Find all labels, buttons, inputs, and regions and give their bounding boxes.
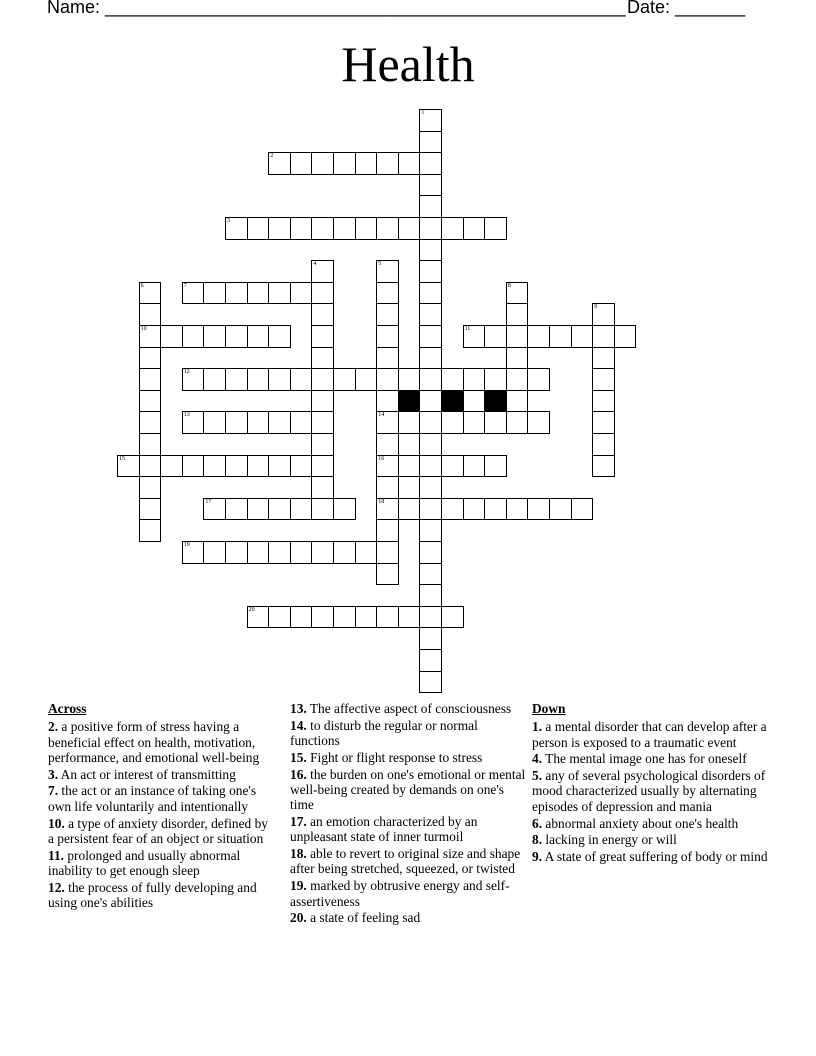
grid-cell[interactable] (419, 282, 442, 305)
grid-cell[interactable] (571, 498, 594, 521)
clue-number: 2. (48, 719, 59, 735)
grid-cell[interactable] (506, 303, 529, 326)
clue-text: a state of feeling sad (310, 910, 421, 926)
clue-number: 12 (183, 369, 190, 376)
across-heading: Across (48, 701, 87, 716)
grid-cell[interactable] (419, 498, 442, 521)
grid-cell[interactable] (268, 152, 291, 175)
clue-text: to disturb the regular or normal functions (290, 717, 478, 749)
grid-cell[interactable] (311, 476, 334, 499)
grid-cell[interactable] (527, 325, 550, 348)
across-clue (290, 767, 526, 813)
grid-cell[interactable] (203, 411, 226, 434)
grid-cell[interactable] (527, 368, 550, 391)
grid-cell[interactable] (139, 498, 162, 521)
grid-cell[interactable] (311, 455, 334, 478)
grid-cell[interactable] (355, 217, 378, 240)
grid-cell[interactable] (247, 325, 270, 348)
grid-cell[interactable] (441, 368, 464, 391)
grid-cell[interactable] (419, 390, 442, 413)
grid-cell[interactable] (376, 152, 399, 175)
clue-number: 12. (48, 879, 65, 895)
grid-cell[interactable] (376, 368, 399, 391)
clue-number: 16 (378, 455, 385, 462)
grid-cell[interactable] (506, 325, 529, 348)
grid-cell-black (484, 390, 507, 413)
grid-cell[interactable] (463, 455, 486, 478)
clue-number: 1 (421, 110, 425, 116)
grid-cell[interactable] (139, 347, 162, 370)
grid-cell[interactable] (527, 498, 550, 521)
grid-cell[interactable] (398, 498, 421, 521)
across-clue (290, 814, 526, 845)
across-clue (290, 750, 526, 765)
grid-cell[interactable] (247, 411, 270, 434)
grid-cell[interactable] (268, 606, 291, 629)
grid-cell[interactable] (139, 519, 162, 542)
grid-cell[interactable] (376, 455, 399, 478)
grid-cell[interactable] (419, 109, 442, 132)
page-title: Health (341, 36, 475, 92)
clue-number: 13 (183, 412, 190, 419)
grid-cell[interactable] (376, 498, 399, 521)
grid-cell[interactable] (549, 325, 572, 348)
grid-cell[interactable] (311, 411, 334, 434)
grid-cell[interactable] (247, 606, 270, 629)
grid-cell[interactable] (484, 411, 507, 434)
grid-cell[interactable] (484, 368, 507, 391)
grid-cell[interactable] (398, 368, 421, 391)
grid-cell[interactable] (290, 455, 313, 478)
grid-cell[interactable] (398, 217, 421, 240)
clue-text: marked by obtrusive energy and self-assertiveness (290, 878, 510, 909)
clue-text: the process of fully developing and using one's abilities (48, 879, 257, 911)
clue-text: A state of great suffering of body or mind (544, 849, 768, 865)
grid-cell[interactable] (182, 541, 205, 564)
grid-cell[interactable] (398, 411, 421, 434)
grid-cell[interactable] (311, 433, 334, 456)
grid-cell[interactable] (463, 368, 486, 391)
clue-text: a positive form of stress having a beneficial effect on health, motivation, performance, and emotional well-being (48, 719, 260, 765)
grid-cell[interactable] (463, 411, 486, 434)
grid-cell[interactable] (333, 498, 356, 521)
clue-number: 7. (48, 783, 59, 799)
across-clue (290, 910, 526, 925)
grid-cell[interactable] (419, 152, 442, 175)
clue-text: able to revert to original size and shape after being stretched, squeezed, or twisted (290, 846, 521, 877)
grid-cell[interactable] (398, 152, 421, 175)
grid-cell[interactable] (484, 217, 507, 240)
grid-cell[interactable] (592, 303, 615, 326)
clue-number: 9 (594, 304, 598, 311)
clue-number: 8. (532, 832, 543, 848)
down-clue (532, 849, 768, 864)
grid-cell[interactable] (419, 239, 442, 262)
grid-cell[interactable] (376, 476, 399, 499)
grid-cell[interactable] (376, 260, 399, 283)
grid-cell[interactable] (419, 584, 442, 607)
clue-number: 8 (507, 282, 511, 289)
clue-number: 5 (378, 261, 382, 268)
clues-column-3 (532, 701, 768, 866)
grid-cell[interactable] (484, 455, 507, 478)
grid-cell[interactable] (311, 390, 334, 413)
clue-number: 11 (464, 326, 471, 332)
grid-cell[interactable] (419, 174, 442, 197)
grid-cell[interactable] (419, 217, 442, 240)
clue-text: a mental disorder that can develop after a person is exposed to a traumatic event (532, 719, 767, 750)
clue-number: 7 (183, 282, 187, 289)
grid-cell[interactable] (355, 368, 378, 391)
clue-number: 17 (205, 498, 212, 505)
down-clue (532, 751, 768, 766)
grid-cell[interactable] (506, 390, 529, 413)
clue-text: The mental image one has for oneself (545, 751, 747, 767)
clue-text: the burden on one's emotional or mental well-being created by demands on one's time (290, 766, 526, 813)
grid-cell[interactable] (419, 627, 442, 650)
clue-text: Fight or flight response to stress (310, 749, 483, 765)
across-clue (290, 878, 526, 909)
clue-number: 18 (378, 498, 385, 505)
grid-cell[interactable] (290, 368, 313, 391)
clue-number: 15. (290, 749, 307, 765)
grid-cell[interactable] (592, 347, 615, 370)
grid-cell[interactable] (247, 282, 270, 305)
grid-cell[interactable] (203, 541, 226, 564)
grid-cell[interactable] (419, 519, 442, 542)
grid-cell[interactable] (333, 606, 356, 629)
grid-cell[interactable] (592, 368, 615, 391)
grid-cell[interactable] (182, 325, 205, 348)
clue-text: The affective aspect of consciousness (309, 701, 512, 716)
grid-cell[interactable] (441, 217, 464, 240)
clue-number: 1. (532, 719, 543, 735)
grid-cell[interactable] (549, 498, 572, 521)
grid-cell[interactable] (376, 433, 399, 456)
grid-cell[interactable] (311, 325, 334, 348)
grid-cell[interactable] (268, 325, 291, 348)
across-clue (48, 880, 273, 911)
across-clue (48, 816, 273, 847)
grid-cell[interactable] (139, 282, 162, 305)
clue-number: 9. (532, 849, 543, 865)
clue-number: 20. (290, 910, 307, 926)
grid-cell[interactable] (247, 455, 270, 478)
grid-cell[interactable] (268, 217, 291, 240)
grid-cell[interactable] (225, 325, 248, 348)
clue-text: abnormal anxiety about one's health (545, 815, 739, 831)
grid-cell[interactable] (419, 303, 442, 326)
grid-cell[interactable] (463, 325, 486, 348)
grid-cell[interactable] (506, 411, 529, 434)
across-clue (290, 701, 526, 716)
grid-cell[interactable] (311, 541, 334, 564)
grid-cell[interactable] (311, 303, 334, 326)
clue-number: 6 (140, 282, 144, 289)
grid-cell[interactable] (311, 260, 334, 283)
grid-cell[interactable] (441, 498, 464, 521)
grid-cell[interactable] (376, 347, 399, 370)
grid-cell[interactable] (182, 282, 205, 305)
grid-cell[interactable] (376, 563, 399, 586)
grid-cell[interactable] (268, 498, 291, 521)
grid-cell[interactable] (203, 325, 226, 348)
grid-cell[interactable] (463, 217, 486, 240)
grid-cell[interactable] (268, 541, 291, 564)
clue-number: 5. (532, 768, 543, 784)
clue-number: 3 (227, 218, 230, 224)
clue-number: 4 (313, 261, 317, 268)
grid-cell[interactable] (290, 541, 313, 564)
grid-cell[interactable] (333, 217, 356, 240)
grid-cell[interactable] (398, 606, 421, 629)
grid-cell[interactable] (419, 347, 442, 370)
grid-cell[interactable] (290, 152, 313, 175)
grid-cell[interactable] (419, 325, 442, 348)
clue-number: 2 (270, 153, 274, 160)
clue-number: 10 (140, 326, 147, 332)
clue-number: 19 (183, 542, 190, 548)
clues-column-1 (48, 701, 273, 912)
grid-cell[interactable] (463, 498, 486, 521)
grid-cell[interactable] (225, 217, 248, 240)
grid-cell-black (441, 390, 464, 413)
clue-number: 17. (290, 814, 307, 830)
date-line[interactable]: Date: _______ (627, 0, 746, 17)
clue-text: a type of anxiety disorder, defined by a persistent fear of an object or situation (48, 815, 268, 846)
down-heading: Down (532, 701, 566, 716)
grid-cell[interactable] (333, 368, 356, 391)
grid-cell[interactable] (614, 325, 637, 348)
grid-cell[interactable] (376, 411, 399, 434)
grid-cell[interactable] (419, 671, 442, 694)
grid-cell[interactable] (311, 606, 334, 629)
clue-number: 19. (290, 878, 307, 894)
grid-cell[interactable] (182, 411, 205, 434)
grid-cell[interactable] (333, 152, 356, 175)
grid-cell[interactable] (592, 455, 615, 478)
grid-cell[interactable] (419, 455, 442, 478)
grid-cell[interactable] (290, 411, 313, 434)
grid-cell[interactable] (376, 541, 399, 564)
grid-cell[interactable] (160, 455, 183, 478)
grid-cell[interactable] (441, 455, 464, 478)
down-clue (532, 719, 768, 750)
grid-cell[interactable] (139, 433, 162, 456)
grid-cell[interactable] (419, 649, 442, 672)
clue-text: prolonged and usually abnormal inability to get enough sleep (48, 847, 241, 878)
grid-cell[interactable] (441, 606, 464, 629)
grid-cell[interactable] (333, 541, 356, 564)
grid-cell[interactable] (506, 282, 529, 305)
grid-cell[interactable] (484, 325, 507, 348)
clue-number: 14 (378, 412, 385, 419)
grid-cell[interactable] (139, 455, 162, 478)
grid-cell[interactable] (527, 411, 550, 434)
grid-cell[interactable] (398, 455, 421, 478)
grid-cell[interactable] (419, 368, 442, 391)
grid-cell[interactable] (247, 368, 270, 391)
grid-cell[interactable] (592, 411, 615, 434)
clue-number: 15 (119, 455, 125, 462)
grid-cell[interactable] (419, 131, 442, 154)
grid-cell[interactable] (311, 368, 334, 391)
grid-cell[interactable] (203, 368, 226, 391)
grid-cell[interactable] (290, 282, 313, 305)
grid-cell[interactable] (225, 282, 248, 305)
grid-cell[interactable] (290, 217, 313, 240)
grid-cell[interactable] (268, 411, 291, 434)
clue-text: an emotion characterized by an unpleasant state of inner turmoil (290, 814, 478, 845)
grid-cell[interactable] (139, 411, 162, 434)
grid-cell[interactable] (225, 498, 248, 521)
clue-number: 20 (248, 606, 255, 613)
grid-cell[interactable] (376, 217, 399, 240)
grid-cell[interactable] (311, 498, 334, 521)
grid-cell[interactable] (203, 498, 226, 521)
clue-number: 4. (532, 751, 543, 767)
grid-cell[interactable] (117, 455, 140, 478)
grid-cell[interactable] (268, 282, 291, 305)
clue-number: 13. (290, 701, 307, 716)
grid-cell[interactable] (355, 541, 378, 564)
grid-cell[interactable] (419, 476, 442, 499)
down-clue (532, 816, 768, 831)
grid-cell[interactable] (376, 282, 399, 305)
grid-cell[interactable] (247, 498, 270, 521)
grid-cell[interactable] (376, 303, 399, 326)
grid-cell[interactable] (203, 282, 226, 305)
across-clue (48, 783, 273, 814)
name-line[interactable]: Name: ____________________________________________________ (47, 0, 626, 17)
clue-number: 16. (290, 766, 307, 782)
clue-number: 3. (48, 766, 59, 782)
grid-cell[interactable] (419, 563, 442, 586)
grid-cell[interactable] (247, 217, 270, 240)
grid-cell[interactable] (247, 541, 270, 564)
grid-cell[interactable] (506, 347, 529, 370)
grid-cell[interactable] (376, 606, 399, 629)
grid-cell[interactable] (419, 606, 442, 629)
grid-cell[interactable] (571, 325, 594, 348)
clue-text: An act or interest of transmitting (60, 766, 236, 782)
grid-cell[interactable] (506, 498, 529, 521)
grid-cell[interactable] (592, 390, 615, 413)
across-clue (48, 719, 273, 765)
grid-cell[interactable] (139, 390, 162, 413)
grid-cell[interactable] (506, 368, 529, 391)
grid-cell[interactable] (376, 325, 399, 348)
grid-cell[interactable] (139, 368, 162, 391)
grid-cell[interactable] (268, 455, 291, 478)
grid-cell[interactable] (592, 433, 615, 456)
grid-cell[interactable] (225, 411, 248, 434)
grid-cell-black (398, 390, 421, 413)
down-clue (532, 768, 768, 814)
grid-cell[interactable] (441, 411, 464, 434)
grid-cell[interactable] (376, 519, 399, 542)
clue-text: the act or an instance of taking one's own life voluntarily and intentionally (48, 783, 257, 814)
grid-cell[interactable] (311, 152, 334, 175)
grid-cell[interactable] (182, 455, 205, 478)
grid-cell[interactable] (225, 455, 248, 478)
grid-cell[interactable] (268, 368, 291, 391)
across-clue (290, 846, 526, 877)
grid-cell[interactable] (182, 368, 205, 391)
clue-number: 10. (48, 815, 65, 831)
clue-number: 11. (48, 847, 64, 863)
grid-cell[interactable] (225, 368, 248, 391)
grid-cell[interactable] (419, 411, 442, 434)
grid-cell[interactable] (139, 325, 162, 348)
grid-cell[interactable] (203, 455, 226, 478)
grid-cell[interactable] (139, 303, 162, 326)
grid-cell[interactable] (419, 433, 442, 456)
grid-cell[interactable] (139, 476, 162, 499)
grid-cell[interactable] (376, 390, 399, 413)
across-clue (48, 848, 273, 879)
grid-cell[interactable] (311, 282, 334, 305)
grid-cell[interactable] (290, 606, 313, 629)
down-clue (532, 832, 768, 847)
grid-cell[interactable] (355, 606, 378, 629)
across-clue (290, 718, 526, 749)
grid-cell[interactable] (419, 195, 442, 218)
grid-cell[interactable] (355, 152, 378, 175)
clue-number: 6. (532, 815, 543, 831)
grid-cell[interactable] (311, 347, 334, 370)
grid-cell[interactable] (484, 498, 507, 521)
across-clue (48, 767, 273, 782)
grid-cell[interactable] (419, 260, 442, 283)
grid-cell[interactable] (419, 541, 442, 564)
clue-text: lacking in energy or will (545, 832, 677, 848)
header (47, 0, 747, 21)
clue-number: 14. (290, 717, 307, 733)
clue-text: any of several psychological disorders of mood characterized usually by alternating episodes of depression and mania (532, 768, 766, 814)
grid-cell[interactable] (160, 325, 183, 348)
grid-cell[interactable] (592, 325, 615, 348)
grid-cell[interactable] (290, 498, 313, 521)
clues-column-2 (290, 701, 526, 927)
grid-cell[interactable] (225, 541, 248, 564)
grid-cell[interactable] (311, 217, 334, 240)
clue-number: 18. (290, 846, 307, 862)
